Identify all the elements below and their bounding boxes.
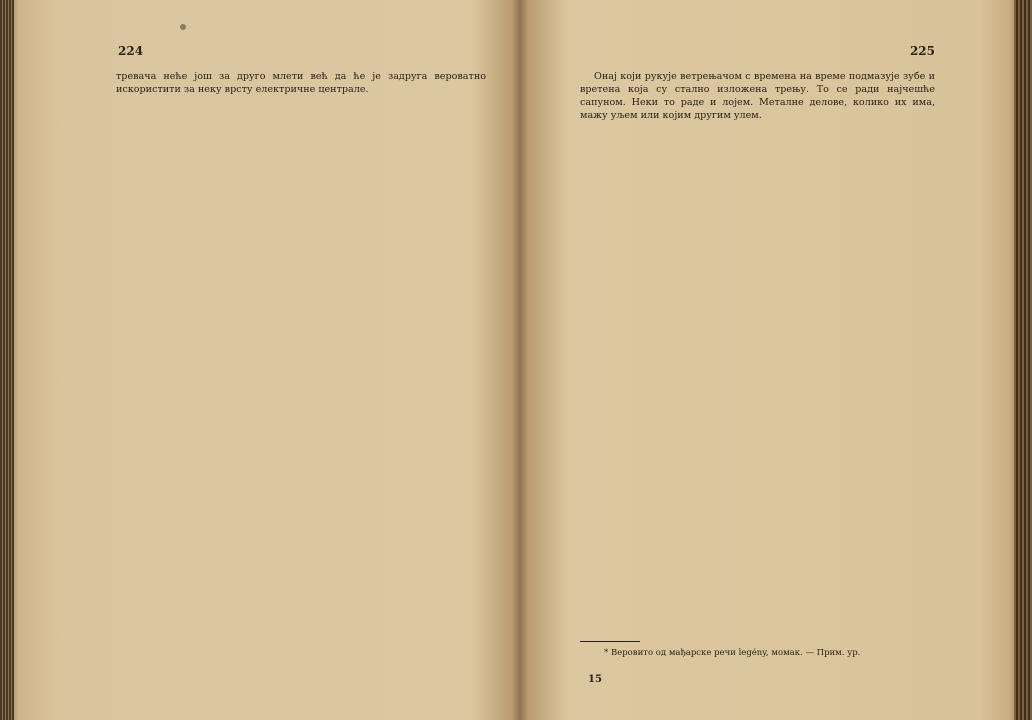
footnote-rule	[580, 641, 640, 642]
page-body	[580, 70, 935, 124]
page-number: 225	[909, 44, 935, 58]
footnote: * Веровито од мађарске речи legény, момак. — Прим. ур.	[604, 648, 861, 658]
paragraph: Онај који рукује ветрењачом с времена на време подмазује зубе и вретена која су стално изложена трењу. То се ради најчешће сапуном. Неки то раде и лојем. Металне делове, колико их има, мажу уљем или којим другим улем.	[580, 71, 935, 122]
page-body	[116, 70, 486, 98]
printer-signature: 15	[588, 674, 602, 685]
right-page	[570, 0, 935, 720]
left-page	[100, 0, 510, 720]
paragraph: тревача неће још за друго млети већ да ће је задруга вероватно искористити за неку врсту електричне централе.	[116, 71, 486, 96]
page-edges-right	[1014, 0, 1032, 720]
page-edges-left	[0, 0, 14, 720]
ink-smudge	[180, 24, 186, 30]
page-number: 224	[118, 44, 144, 58]
